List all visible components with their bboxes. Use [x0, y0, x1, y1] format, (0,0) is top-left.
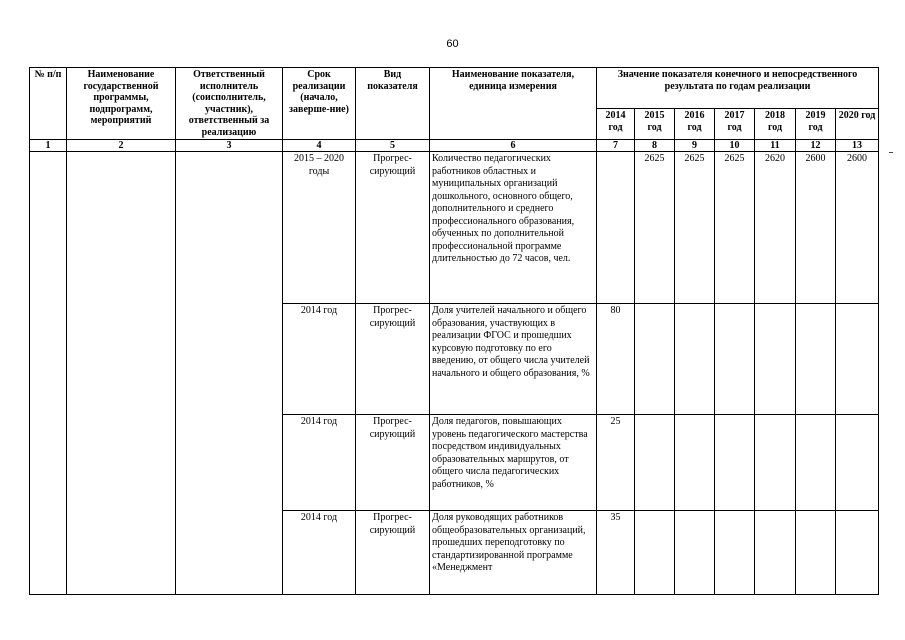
cell-value: [635, 415, 675, 511]
cell-value: [836, 415, 879, 511]
header-indicator-name: Наименование показателя, единица измерения: [430, 68, 597, 140]
cell-value: [715, 304, 755, 415]
cell-value: 35: [597, 511, 635, 595]
cell-indicator-type: Прогрес-сирующий: [356, 152, 430, 304]
cell-value: [675, 415, 715, 511]
column-number: 8: [635, 140, 675, 152]
cell-value: [755, 511, 796, 595]
page-number: 60: [446, 38, 459, 50]
header-program-name: Наименование государственной программы, подпрограмм, мероприятий: [67, 68, 176, 140]
table-row: [30, 152, 879, 304]
cell-indicator-type: Прогрес-сирующий: [356, 511, 430, 595]
cell-period: 2014 год: [283, 304, 356, 415]
cell-executor: [176, 152, 283, 595]
header-number: № п/п: [30, 68, 67, 140]
cell-indicator-name: Доля учителей начального и общего образования, участвующих в реализации ФГОС и прошедших курсовую подготовку по его введению, от общего числа учителей начального и общего образования, %: [430, 304, 597, 415]
cell-value: [635, 511, 675, 595]
header-column-numbers: [30, 140, 879, 152]
cell-indicator-type: Прогрес-сирующий: [356, 415, 430, 511]
cell-value: [796, 415, 836, 511]
cell-value: 2600: [836, 152, 879, 304]
column-number: 2: [67, 140, 176, 152]
indicators-table: [29, 67, 879, 595]
cell-value: 2600: [796, 152, 836, 304]
column-number: 4: [283, 140, 356, 152]
cell-value: [836, 511, 879, 595]
cell-value: [675, 511, 715, 595]
cell-indicator-name: Доля педагогов, повышающих уровень педагогического мастерства посредством индивидуальных образовательных маршрутов, от общего числа педагогических работников, %: [430, 415, 597, 511]
column-number: 13: [836, 140, 879, 152]
margin-mark: [889, 152, 893, 153]
cell-period: 2014 год: [283, 415, 356, 511]
cell-period: 2015 – 2020 годы: [283, 152, 356, 304]
header-year: 2014 год: [597, 109, 635, 140]
cell-value: 2620: [755, 152, 796, 304]
header-year: 2017 год: [715, 109, 755, 140]
column-number: 7: [597, 140, 635, 152]
cell-number: [30, 152, 67, 595]
column-number: 6: [430, 140, 597, 152]
header-row-1: [30, 68, 879, 109]
cell-value: [836, 304, 879, 415]
cell-value: 2625: [635, 152, 675, 304]
column-number: 10: [715, 140, 755, 152]
column-number: 3: [176, 140, 283, 152]
cell-value: [715, 415, 755, 511]
cell-indicator-name: Доля руководящих работников общеобразовательных организаций, прошедших переподготовку по стандартизированной программе «Менеджмент: [430, 511, 597, 595]
header-executor: Ответственный исполнитель (соисполнитель, участник), ответственный за реализацию: [176, 68, 283, 140]
cell-value: [796, 511, 836, 595]
cell-value: 25: [597, 415, 635, 511]
column-number: 12: [796, 140, 836, 152]
cell-value: 80: [597, 304, 635, 415]
header-year: 2018 год: [755, 109, 796, 140]
column-number: 9: [675, 140, 715, 152]
cell-value: [755, 415, 796, 511]
cell-value: 2625: [715, 152, 755, 304]
cell-value: [635, 304, 675, 415]
cell-indicator-name: Количество педагогических работников областных и муниципальных организаций дошкольного, основного общего, дополнительного и среднего профессионального образования, обученных по дополнительной профессиональной программе длительностью до 72 часов, чел.: [430, 152, 597, 304]
cell-value: 2625: [675, 152, 715, 304]
header-year: 2016 год: [675, 109, 715, 140]
column-number: 5: [356, 140, 430, 152]
cell-indicator-type: Прогрес-сирующий: [356, 304, 430, 415]
cell-program-name: [67, 152, 176, 595]
header-year: 2019 год: [796, 109, 836, 140]
header-year: 2015 год: [635, 109, 675, 140]
cell-value: [715, 511, 755, 595]
header-period: Срок реализации (начало, заверше-ние): [283, 68, 356, 140]
cell-period: 2014 год: [283, 511, 356, 595]
column-number: 1: [30, 140, 67, 152]
cell-value: [755, 304, 796, 415]
cell-value: [675, 304, 715, 415]
cell-value: [796, 304, 836, 415]
column-number: 11: [755, 140, 796, 152]
header-values-group: Значение показателя конечного и непосредственного результата по годам реализации: [597, 68, 879, 109]
header-year: 2020 год: [836, 109, 879, 140]
header-indicator-type: Вид показателя: [356, 68, 430, 140]
cell-value: [597, 152, 635, 304]
